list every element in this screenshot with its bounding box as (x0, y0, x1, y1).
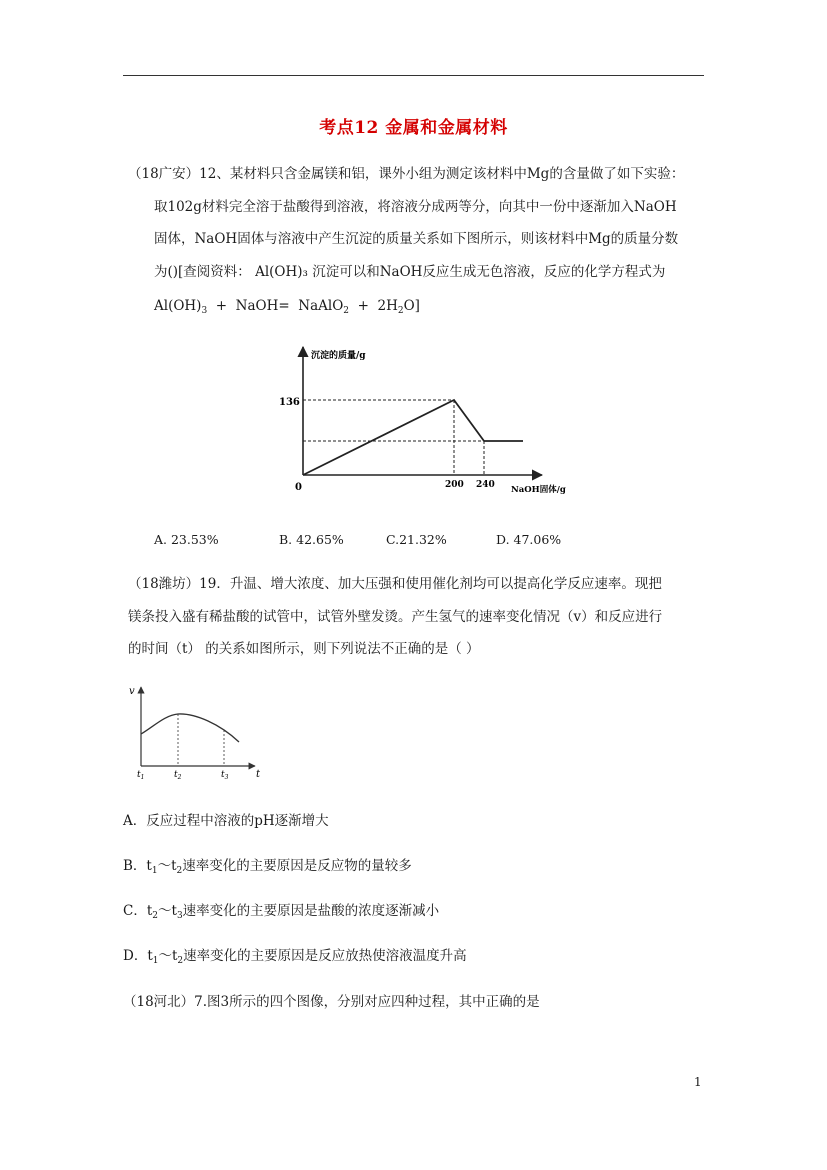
tick-t2: $t_2$ (174, 770, 182, 781)
q12-line-1: （18广安）12、某材料只含金属镁和铝，课外小组为测定该材料中Mg的含量做了如下实验： (128, 166, 685, 182)
option-text: ～t (157, 858, 177, 874)
q12-equation (154, 297, 420, 320)
option-text: D．t (123, 948, 153, 964)
y-tick-136: 136 (279, 397, 300, 408)
q19-option-d (123, 947, 467, 970)
header-rule (123, 75, 704, 76)
t-axis-label: t (256, 769, 261, 780)
q12-line-2: 取102g材料完全溶于盐酸得到溶液，将溶液分成两等分，向其中一份中逐渐加入NaOH (154, 199, 677, 215)
option-text: B．t (123, 858, 152, 874)
page-title: 考点12 金属和金属材料 (319, 118, 508, 138)
page-number: 1 (694, 1075, 702, 1089)
eq-part: O] (403, 298, 420, 314)
origin-label: 0 (295, 482, 302, 493)
q12-option-c: C.21.32% (386, 532, 447, 547)
v-axis-label: v (129, 686, 135, 697)
q19-line-3: 的时间（t） 的关系如图所示，则下列说法不正确的是（ ） (128, 641, 480, 657)
x-tick-200: 200 (445, 480, 464, 490)
q12-line-3: 固体，NaOH固体与溶液中产生沉淀的质量关系如下图所示，则该材料中Mg的质量分数 (154, 231, 679, 247)
q19-option-b (123, 857, 412, 880)
x-tick-240: 240 (476, 480, 495, 490)
precipitate-curve (303, 400, 523, 475)
option-text: A．反应过程中溶液的pH逐渐增大 (123, 813, 329, 829)
q12-option-d: D. 47.06% (496, 532, 562, 547)
option-sub: 2 (176, 866, 183, 876)
option-sub: 3 (176, 911, 183, 921)
q12-option-a: A. 23.53% (154, 532, 219, 547)
q12-line-4: 为()[查阅资料： Al(OH)₃ 沉淀可以和NaOH反应生成无色溶液，反应的化学方程式为 (154, 264, 666, 280)
q12-option-b: B. 42.65% (279, 532, 344, 547)
y-axis-label: 沉淀的质量/g (311, 351, 366, 361)
eq-sub: 2 (397, 306, 404, 316)
eq-sub: 3 (201, 306, 208, 316)
q19-rate-chart (125, 682, 270, 782)
option-text: 速率变化的主要原因是反应物的量较多 (182, 858, 412, 874)
option-text: 速率变化的主要原因是反应放热使溶液温度升高 (183, 948, 467, 964)
eq-sub: 2 (343, 306, 349, 316)
eq-part: Al(OH) (154, 298, 202, 314)
option-sub: 1 (152, 956, 159, 966)
q19-option-c (123, 902, 439, 925)
q19-line-1: （18潍坊）19．升温、增大浓度、加大压强和使用催化剂均可以提高化学反应速率。现把 (128, 576, 662, 592)
q12-precipitate-chart (270, 335, 590, 505)
rate-curve (141, 714, 239, 742)
tick-t3: $t_3$ (221, 770, 229, 781)
option-sub: 2 (152, 911, 158, 921)
option-text: 速率变化的主要原因是盐酸的浓度逐渐减小 (182, 903, 440, 919)
q7-line: （18河北）7.图3所示的四个图像，分别对应四种过程，其中正确的是 (123, 994, 540, 1010)
x-axis-label: NaOH固体/g (511, 485, 566, 495)
option-text: C．t (123, 903, 153, 919)
q19-option-a (123, 812, 329, 830)
option-sub: 2 (177, 956, 184, 966)
eq-part: + 2H (349, 298, 398, 314)
tick-t1: $t_1$ (137, 770, 145, 781)
option-text: ～t (158, 948, 178, 964)
option-text: ～t (158, 903, 177, 919)
q19-line-2: 镁条投入盛有稀盐酸的试管中，试管外壁发烫。产生氢气的速率变化情况（v）和反应进行 (128, 609, 663, 625)
option-sub: 1 (151, 866, 158, 876)
eq-part: + NaOH= NaAlO (207, 298, 344, 314)
